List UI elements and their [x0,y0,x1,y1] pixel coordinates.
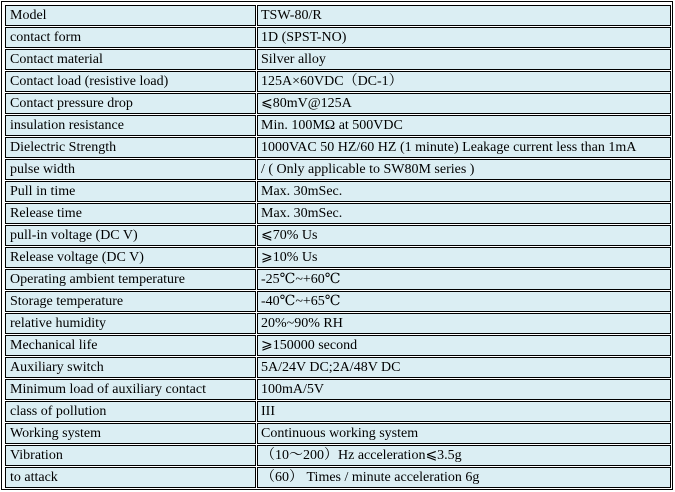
param-cell: Minimum load of auxiliary contact [5,379,256,400]
param-cell: Operating ambient temperature [5,269,256,290]
table-row [5,181,671,202]
table-row [5,115,671,136]
value-cell: Silver alloy [257,49,671,70]
param-cell: Model [5,5,256,26]
param-cell: Release voltage (DC V) [5,247,256,268]
value-cell: 20%~90% RH [257,313,671,334]
param-cell: Storage temperature [5,291,256,312]
param-cell: Auxiliary switch [5,357,256,378]
param-cell: to attack [5,467,256,488]
param-cell: relative humidity [5,313,256,334]
value-cell: 1D (SPST-NO) [257,27,671,48]
table-row [5,445,671,466]
table-row [5,247,671,268]
table-row [5,71,671,92]
value-cell: Max. 30mSec. [257,203,671,224]
value-cell: ⩽80mV@125A [257,93,671,114]
param-cell: Pull in time [5,181,256,202]
value-cell: 5A/24V DC;2A/48V DC [257,357,671,378]
value-cell: 125A×60VDC（DC-1） [257,71,671,92]
param-cell: Release time [5,203,256,224]
table-row [5,467,671,488]
table-row [5,313,671,334]
param-cell: Contact load (resistive load) [5,71,256,92]
param-cell: class of pollution [5,401,256,422]
value-cell: 1000VAC 50 HZ/60 HZ (1 minute) Leakage current less than 1mA [257,137,671,158]
table-row [5,379,671,400]
value-cell: III [257,401,671,422]
table-row [5,423,671,444]
param-cell: pull-in voltage (DC V) [5,225,256,246]
table-row [5,27,671,48]
value-cell: ⩽70% Us [257,225,671,246]
table-row [5,357,671,378]
param-cell: insulation resistance [5,115,256,136]
param-cell: Mechanical life [5,335,256,356]
param-cell: Contact pressure drop [5,93,256,114]
value-cell: -25℃~+60℃ [257,269,671,290]
value-cell: TSW-80/R [257,5,671,26]
value-cell: 100mA/5V [257,379,671,400]
spec-table [4,4,672,489]
value-cell: （10～200）Hz acceleration⩽3.5g [257,445,671,466]
value-cell: Max. 30mSec. [257,181,671,202]
table-row [5,225,671,246]
spec-sheet [1,1,673,490]
value-cell: Min. 100MΩ at 500VDC [257,115,671,136]
param-cell: Contact material [5,49,256,70]
table-row [5,269,671,290]
table-row [5,401,671,422]
table-row [5,137,671,158]
param-cell: Dielectric Strength [5,137,256,158]
table-row [5,159,671,180]
table-row [5,291,671,312]
param-cell: contact form [5,27,256,48]
table-row [5,335,671,356]
value-cell: / ( Only applicable to SW80M series ) [257,159,671,180]
param-cell: pulse width [5,159,256,180]
table-row [5,49,671,70]
value-cell: ⩾150000 second [257,335,671,356]
value-cell: Continuous working system [257,423,671,444]
value-cell: -40℃~+65℃ [257,291,671,312]
value-cell: （60） Times / minute acceleration 6g [257,467,671,488]
param-cell: Working system [5,423,256,444]
table-row [5,5,671,26]
table-row [5,93,671,114]
table-row [5,203,671,224]
value-cell: ⩾10% Us [257,247,671,268]
param-cell: Vibration [5,445,256,466]
